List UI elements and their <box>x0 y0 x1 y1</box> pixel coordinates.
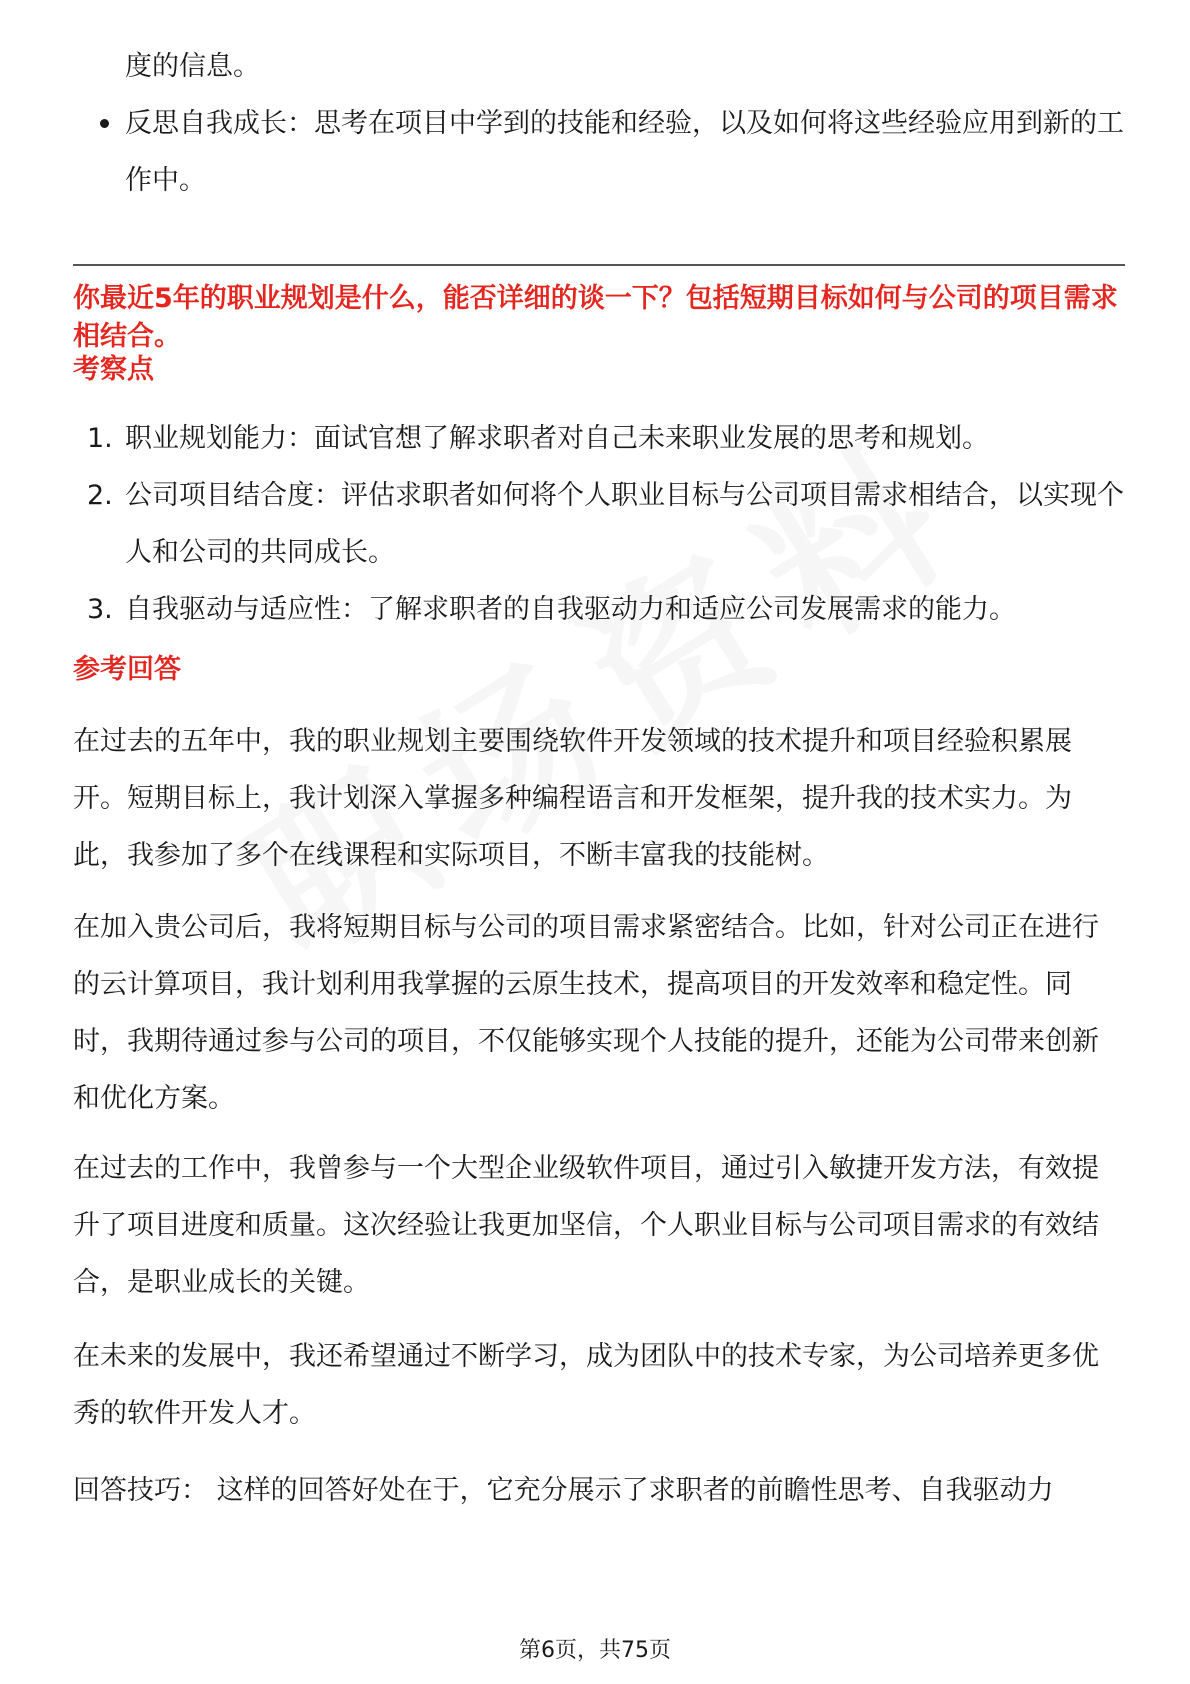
question-heading: 你最近5年的职业规划是什么，能否详细的谈一下？包括短期目标如何与公司的项目需求相结合。 <box>73 283 1118 352</box>
section-divider <box>73 264 1125 266</box>
bullet-text: 反思自我成长：思考在项目中学到的技能和经验，以及如何将这些经验应用到新的工作中。 <box>125 108 1124 196</box>
answer-paragraph: 在未来的发展中，我还希望通过不断学习，成为团队中的技术专家，为公司培养更多优秀的软件开发人才。 <box>73 1341 1099 1429</box>
list-item <box>73 467 1125 581</box>
continued-bullet-list <box>73 38 1125 209</box>
answer-paragraph: 在加入贵公司后，我将短期目标与公司的项目需求紧密结合。比如，针对公司正在进行的云计算项目，我计划利用我掌握的云原生技术，提高项目的开发效率和稳定性。同时，我期待通过参与公司的项目，不仅能够实现个人技能的提升，还能为公司带来创新和优化方案。 <box>73 912 1099 1114</box>
answer-paragraph: 在过去的工作中，我曾参与一个大型企业级软件项目，通过引入敏捷开发方法，有效提升了项目进度和质量。这次经验让我更加坚信，个人职业目标与公司项目需求的有效结合，是职业成长的关键。 <box>73 1153 1099 1298</box>
bullet-dot-icon <box>100 119 109 128</box>
item-text: 公司项目结合度：评估求职者如何将个人职业目标与公司项目需求相结合，以实现个人和公司的共同成长。 <box>125 480 1124 568</box>
answer-heading: 参考回答 <box>73 654 181 685</box>
list-item <box>73 581 1125 638</box>
list-item <box>73 410 1125 467</box>
list-item <box>73 95 1125 209</box>
focus-heading: 考察点 <box>73 354 154 385</box>
item-number: 3. <box>87 594 113 625</box>
item-number: 1. <box>87 423 113 454</box>
item-number: 2. <box>87 480 113 511</box>
list-item <box>73 38 1125 95</box>
item-text: 自我驱动与适应性：了解求职者的自我驱动力和适应公司发展需求的能力。 <box>125 594 1016 625</box>
answer-tip: 回答技巧： 这样的回答好处在于，它充分展示了求职者的前瞻性思考、自我驱动力 <box>73 1475 1054 1506</box>
page-footer: 第6页，共75页 <box>519 1638 671 1663</box>
answer-paragraph: 在过去的五年中，我的职业规划主要围绕软件开发领域的技术提升和项目经验积累展开。短期目标上，我计划深入掌握多种编程语言和开发框架，提升我的技术实力。为此，我参加了多个在线课程和实际项目，不断丰富我的技能树。 <box>73 726 1072 871</box>
bullet-text: 度的信息。 <box>125 51 260 82</box>
focus-points-list <box>73 410 1125 638</box>
item-text: 职业规划能力：面试官想了解求职者对自己未来职业发展的思考和规划。 <box>125 423 989 454</box>
